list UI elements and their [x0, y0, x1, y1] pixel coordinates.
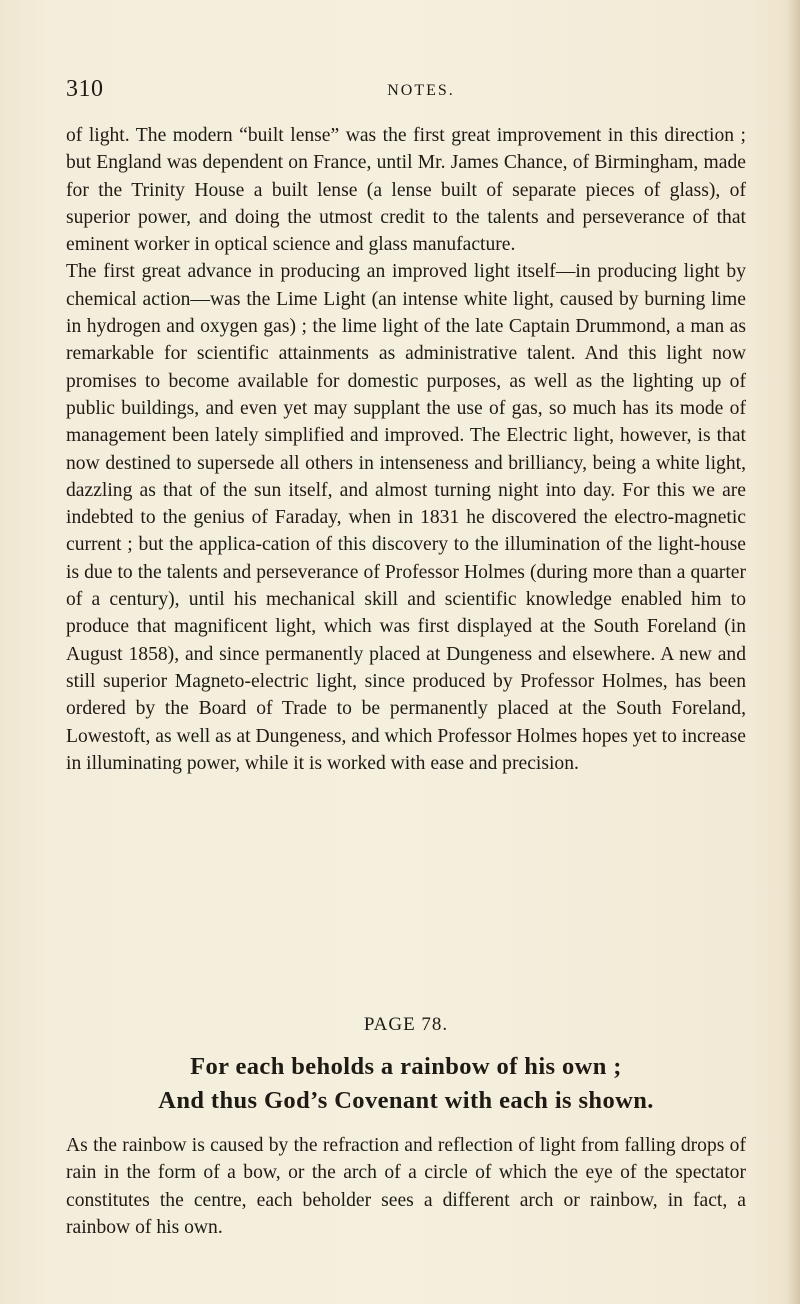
verse-quotation	[66, 1050, 746, 1118]
note-text	[66, 1132, 746, 1241]
paragraph: As the rainbow is caused by the refraction and reflection of light from falling drops of rain in the form of a bow, or the arch of a circle of which the eye of the spectator constitutes the centre, each beholder sees a different arch or rainbow, in fact, a rainbow of his own.	[66, 1135, 746, 1238]
page-number: 310	[66, 76, 104, 102]
section-heading: PAGE 78.	[363, 1014, 449, 1035]
paragraph: of light. The modern “built lense” was the first great improvement in this direction ; but England was dependent on France, until Mr. James Chance, of Birmingham, made for the Trinity House a built lense (a lense built of separate pieces of glass), of superior power, and doing the utmost credit to the talents and perseverance of that eminent worker in optical science and glass manufacture.	[66, 125, 746, 256]
verse-line: For each beholds a rainbow of his own ;	[190, 1053, 622, 1080]
running-title: NOTES.	[387, 82, 455, 99]
running-head	[66, 76, 746, 106]
paragraph: The first great advance in producing an improved light itself—in producing light by chemical action—was the Lime Light (an intense white light, caused by burning lime in hydrogen and oxygen gas) ; the lime light of the late Captain Drummond, a man as remarkable for scientific attainments as administrative talent. And this light now promises to become available for domestic purposes, as well as the lighting up of public buildings, and even yet may supplant the use of gas, so much has its mode of management been lately simplified and improved. The Electric light, however, is that now destined to supersede all others in intenseness and brilliancy, being a white light, dazzling as that of the sun itself, and almost turning night into day. For this we are indebted to the genius of Faraday, when in 1831 he discovered the electro-magnetic current ; but the applica-cation of this discovery to the illumination of the light-house is due to the talents and perseverance of Professor Holmes (during more than a quarter of a century), until his mechanical skill and scientific knowledge enabled him to produce that magnificent light, which was first displayed at the South Foreland (in August 1858), and since permanently placed at Dungeness and elsewhere. A new and still superior Magneto-electric light, since produced by Professor Holmes, has been ordered by the Board of Trade to be permanently placed at the South Foreland, Lowestoft, as well as at Dungeness, and which Professor Holmes hopes yet to increase in illuminating power, while it is worked with ease and precision.	[66, 261, 746, 774]
verse-line: And thus God’s Covenant with each is shown.	[158, 1087, 654, 1114]
body-text	[66, 122, 746, 777]
page-edge-shadow	[786, 0, 800, 1304]
